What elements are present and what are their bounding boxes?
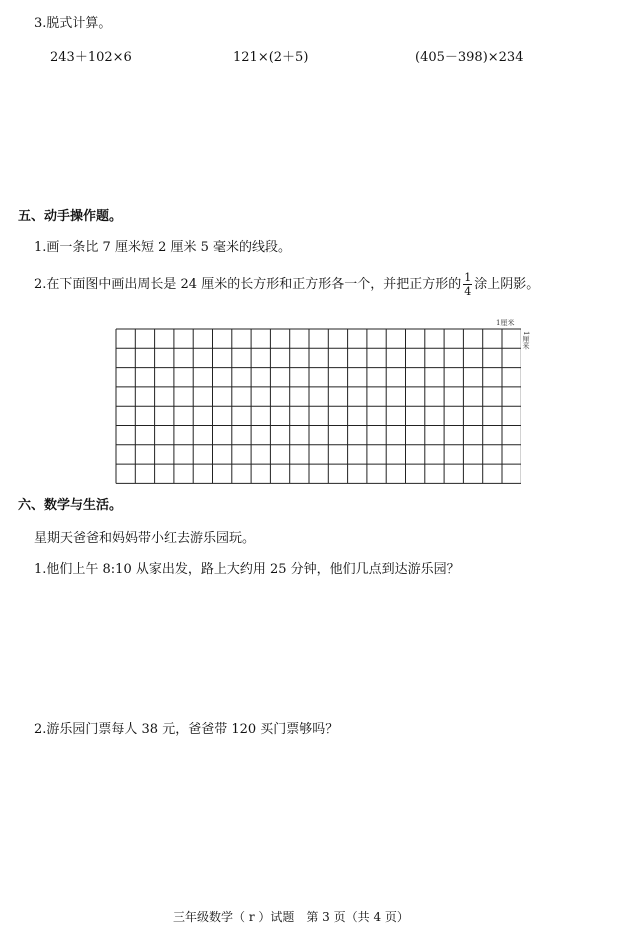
grid-scale-vertical: 1厘米 (522, 331, 530, 350)
page-footer: 三年级数学（ r ）试题 第 3 页（共 4 页） (173, 910, 409, 924)
section-6-question-1: 1.他们上午 8:10 从家出发，路上大约用 25 分钟，他们几点到达游乐园？ (34, 562, 460, 577)
section-5-question-2-text-before: 2.在下面图中画出周长是 24 厘米的长方形和正方形各一个，并把正方形的 (34, 277, 462, 292)
section-5-question-2 (34, 272, 539, 297)
section-3-title: 3.脱式计算。 (34, 16, 112, 31)
calc-problem-3: (405－398)×234 (415, 50, 524, 65)
fraction-numerator: 1 (464, 271, 472, 284)
fraction-one-quarter (463, 272, 472, 297)
drawing-grid[interactable] (115, 328, 521, 494)
section-6-title: 六、数学与生活。 (18, 498, 123, 513)
grid-scale-horizontal: 1厘米 (496, 319, 515, 327)
section-5-question-1: 1.画一条比 7 厘米短 2 厘米 5 毫米的线段。 (34, 240, 292, 255)
fraction-denominator: 4 (464, 285, 472, 298)
calc-problem-1: 243＋102×6 (50, 50, 132, 65)
section-6-intro: 星期天爸爸和妈妈带小红去游乐园玩。 (34, 531, 256, 546)
section-6-question-2: 2.游乐园门票每人 38 元，爸爸带 120 买门票够吗？ (34, 722, 339, 737)
section-5-title: 五、动手操作题。 (18, 209, 123, 224)
section-5-question-2-text-after: 涂上阴影。 (474, 277, 540, 292)
calc-problem-2: 121×(2＋5) (233, 50, 309, 65)
